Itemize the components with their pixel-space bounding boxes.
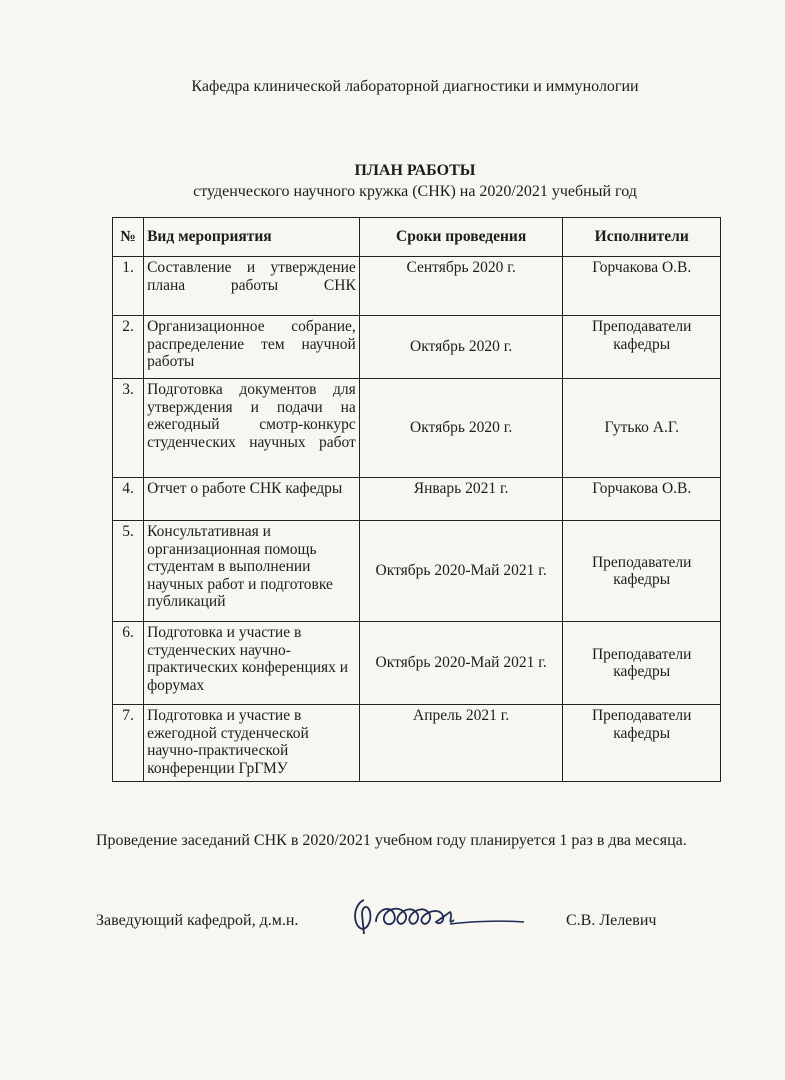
table-row xyxy=(113,379,721,478)
document-title: ПЛАН РАБОТЫ xyxy=(354,162,476,179)
row-activity: Составление и утверждение плана работы СНК xyxy=(144,257,360,316)
row-executor: Преподаватели кафедры xyxy=(563,521,721,622)
row-activity: Организационное собрание, распределение тем научной работы xyxy=(144,316,360,379)
row-number: 4. xyxy=(113,478,144,521)
row-dates: Октябрь 2020 г. xyxy=(359,316,563,379)
column-header-executors: Исполнители xyxy=(563,218,721,257)
table-row xyxy=(113,622,721,705)
signatory-title: Заведующий кафедрой, д.м.н. xyxy=(96,912,299,929)
table-header-row xyxy=(113,218,721,257)
row-activity: Консультативная и организационная помощь студентам в выполнении научных работ и подготовке публикаций xyxy=(144,521,360,622)
handwritten-signature xyxy=(346,882,531,942)
meeting-frequency-note: Проведение заседаний СНК в 2020/2021 учебном году планируется 1 раз в два месяца. xyxy=(96,832,687,849)
row-dates: Октябрь 2020 г. xyxy=(359,379,563,478)
row-number: 2. xyxy=(113,316,144,379)
plan-table xyxy=(112,217,721,782)
document-subtitle: студенческого научного кружка (СНК) на 2020/2021 учебный год xyxy=(193,183,637,200)
table-row xyxy=(113,521,721,622)
row-executor: Гутько А.Г. xyxy=(563,379,721,478)
row-activity: Подготовка и участие в ежегодной студенческой научно-практической конференции ГрГМУ xyxy=(144,705,360,782)
column-header-number: № xyxy=(113,218,144,257)
table-row xyxy=(113,257,721,316)
row-dates: Январь 2021 г. xyxy=(359,478,563,521)
row-executor: Преподаватели кафедры xyxy=(563,316,721,379)
row-number: 3. xyxy=(113,379,144,478)
column-header-activity: Вид мероприятия xyxy=(144,218,360,257)
row-activity: Подготовка и участие в студенческих научно-практических конференциях и форумах xyxy=(144,622,360,705)
column-header-dates: Сроки проведения xyxy=(359,218,563,257)
table-row xyxy=(113,478,721,521)
row-executor: Преподаватели кафедры xyxy=(563,622,721,705)
row-dates: Сентябрь 2020 г. xyxy=(359,257,563,316)
row-number: 7. xyxy=(113,705,144,782)
row-activity: Подготовка документов для утверждения и подачи на ежегодный смотр-конкурс студенческих научных работ xyxy=(144,379,360,478)
row-number: 1. xyxy=(113,257,144,316)
row-executor: Горчакова О.В. xyxy=(563,478,721,521)
department-name: Кафедра клинической лабораторной диагностики и иммунологии xyxy=(191,78,639,95)
row-executor: Преподаватели кафедры xyxy=(563,705,721,782)
row-dates: Октябрь 2020-Май 2021 г. xyxy=(359,521,563,622)
signatory-name: С.В. Лелевич xyxy=(566,912,657,929)
row-activity: Отчет о работе СНК кафедры xyxy=(144,478,360,521)
table-row xyxy=(113,705,721,782)
row-dates: Апрель 2021 г. xyxy=(359,705,563,782)
table-row xyxy=(113,316,721,379)
row-executor: Горчакова О.В. xyxy=(563,257,721,316)
row-dates: Октябрь 2020-Май 2021 г. xyxy=(359,622,563,705)
row-number: 5. xyxy=(113,521,144,622)
row-number: 6. xyxy=(113,622,144,705)
